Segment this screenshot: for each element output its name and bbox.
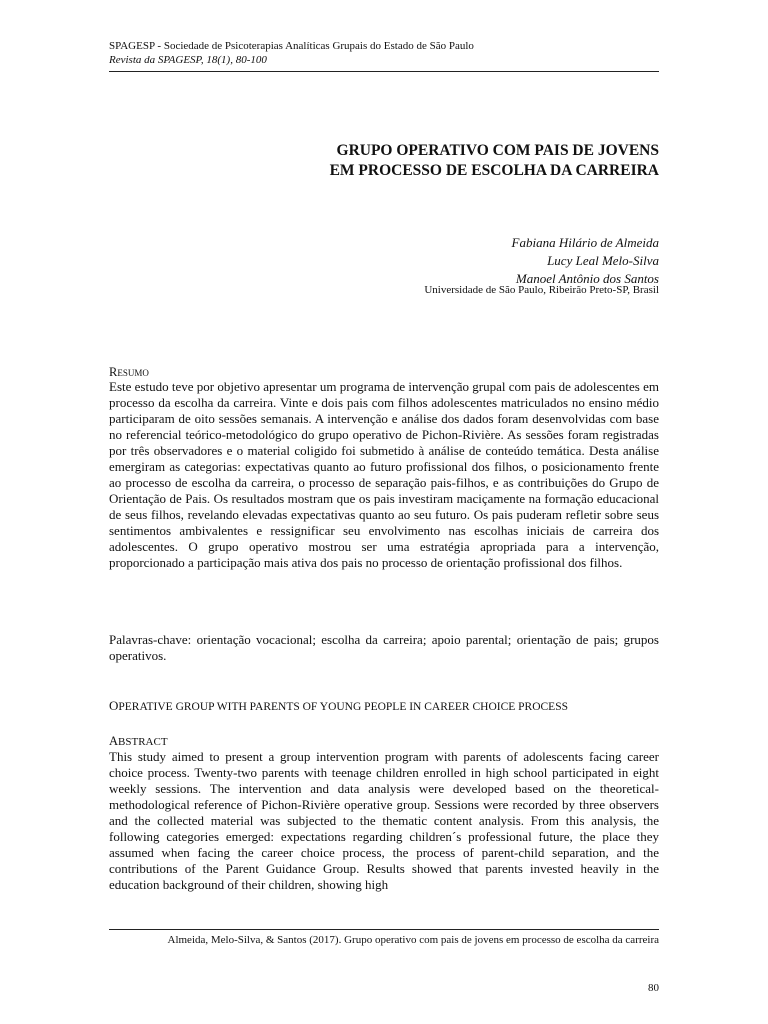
footer-divider	[109, 929, 659, 930]
author-name: Fabiana Hilário de Almeida	[511, 235, 659, 250]
running-header	[109, 39, 659, 67]
abstract-heading-rest: BSTRACT	[118, 736, 168, 748]
resumo-heading-rest: esumo	[117, 365, 149, 379]
author-name: Manoel Antônio dos Santos	[515, 271, 659, 286]
resumo-heading	[109, 364, 149, 380]
author-affiliation: Universidade de São Paulo, Ribeirão Preto-SP, Brasil	[424, 284, 659, 296]
article-title	[109, 141, 659, 181]
abstract-heading-initial: A	[109, 734, 119, 748]
title-line-2: EM PROCESSO DE ESCOLHA DA CARREIRA	[329, 162, 659, 179]
resumo-heading-initial: R	[109, 365, 118, 379]
resumo-text: Este estudo teve por objetivo apresentar um programa de intervenção grupal com pais de adolescentes em processo da escolha da carreira. Vinte e dois pais com filhos adolescentes matriculados no ensino médio participaram de oito sessões semanais. A intervenção e análise dos dados foram desenvolvidas com base no referencial teórico-metodológico do grupo operativo de Pichon-Rivière. As sessões foram registradas por três observadores e o material coligido foi submetido à análise de conteúdo temática. Desta análise emergiram as categorias: expectativas quanto ao futuro profissional dos filhos, o posicionamento frente ao processo de escolha da carreira, o processo de separação pais-filhos, e as contribuições do Grupo de Orientação de Pais. Os resultados mostram que os pais investiram maciçamente na formação educacional de seus filhos, revelando elevadas expectativas quanto ao seu futuro. Os pais puderam refletir sobre seus sentimentos ambivalentes e ressignificar seu envolvimento nas escolhas iniciais de carreira dos adolescentes. O grupo operativo mostrou ser uma estratégia apropriada para a intervenção, proporcionado a participação mais ativa dos pais no processo de orientação profissional dos filhos.	[109, 379, 659, 570]
journal-reference: Revista da SPAGESP, 18(1), 80-100	[109, 54, 267, 66]
abstract-heading	[109, 733, 168, 750]
footer-citation: Almeida, Melo-Silva, & Santos (2017). Grupo operativo com pais de jovens em processo de escolha da carreira	[167, 934, 659, 946]
english-title-initial: O	[109, 698, 119, 713]
page-number: 80	[648, 982, 659, 994]
english-title-rest: PERATIVE GROUP WITH PARENTS OF YOUNG PEOPLE IN CAREER CHOICE PROCESS	[118, 701, 569, 713]
abstract-text: This study aimed to present a group intervention program with parents of adolescents facing career choice process. Twenty-two parents with teenage children enrolled in high school participated in eight weekly sessions. The intervention and data analysis were developed based on the theoretical-methodological reference of Pichon-Rivière operative group. Sessions were recorded by three observers and the collected material was subjected to the thematic content analysis. From this analysis, the following categories emerged: expectations regarding children´s professional future, the place they assumed when facing the career choice process, the process of parent-child separation, and the contributions of the Parent Guidance Group. Results showed that parents invested heavily in the education background of their children, showing high	[109, 749, 659, 892]
header-divider	[109, 71, 659, 72]
author-name: Lucy Leal Melo-Silva	[547, 253, 659, 268]
society-name: SPAGESP - Sociedade de Psicoterapias Analíticas Grupais do Estado de São Paulo	[109, 40, 474, 52]
title-line-1: GRUPO OPERATIVO COM PAIS DE JOVENS	[336, 142, 659, 159]
author-list	[109, 234, 659, 288]
english-title	[109, 699, 568, 714]
resumo-keywords: Palavras-chave: orientação vocacional; escolha da carreira; apoio parental; orientação de pais; grupos operativos.	[109, 632, 659, 663]
